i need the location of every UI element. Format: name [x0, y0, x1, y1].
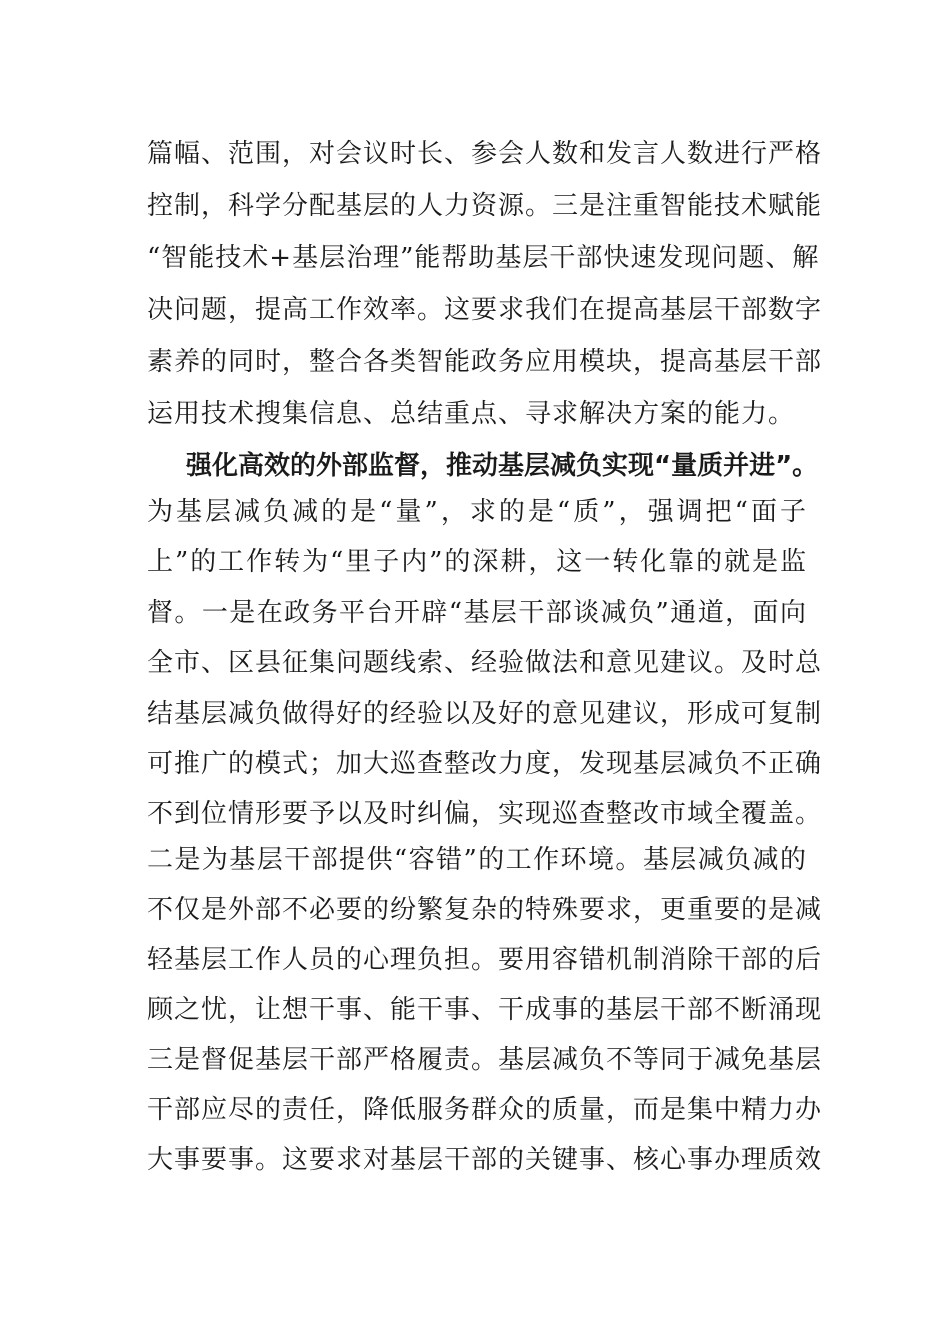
- body-text-line: “智能技术+基层治理”能帮助基层干部快速发现问题、解: [147, 243, 820, 273]
- body-text-line: 决问题，提高工作效率。这要求我们在提高基层干部数字: [147, 295, 823, 325]
- body-text-line: 轻基层工作人员的心理负担。要用容错机制消除干部的后: [147, 945, 823, 975]
- body-text-line: 篇幅、范围，对会议时长、参会人数和发言人数进行严格: [147, 139, 823, 169]
- body-text-line: 可推广的模式；加大巡查整改力度，发现基层减负不正确: [147, 749, 823, 779]
- body-text-line: 顾之忧，让想干事、能干事、干成事的基层干部不断涌现: [147, 995, 823, 1025]
- body-text-line: 不仅是外部不必要的纷繁复杂的特殊要求，更重要的是减: [147, 895, 823, 925]
- body-text-line: 控制，科学分配基层的人力资源。三是注重智能技术赋能: [147, 191, 823, 221]
- body-text-line: 不到位情形要予以及时纠偏，实现巡查整改市域全覆盖。: [147, 799, 823, 829]
- body-text-line: 为基层减负减的是“量”，求的是“质”，强调把“面子: [147, 497, 807, 527]
- body-text-line: 干部应尽的责任，降低服务群众的质量，而是集中精力办: [147, 1095, 823, 1125]
- section-heading: 强化高效的外部监督，推动基层减负实现“量质并进”。: [186, 451, 819, 481]
- body-text-line: 全市、区县征集问题线索、经验做法和意见建议。及时总: [147, 648, 823, 678]
- body-text-line: 督。一是在政务平台开辟“基层干部谈减负”通道，面向: [147, 598, 807, 628]
- body-text-line: 运用技术搜集信息、总结重点、寻求解决方案的能力。: [147, 399, 796, 429]
- body-text-line: 大事要事。这要求对基层干部的关键事、核心事办理质效: [147, 1145, 823, 1175]
- body-text-line: 素养的同时，整合各类智能政务应用模块，提高基层干部: [147, 347, 823, 377]
- body-text-line: 三是督促基层干部严格履责。基层减负不等同于减免基层: [147, 1045, 823, 1075]
- body-text-line: 二是为基层干部提供“容错”的工作环境。基层减负减的: [147, 845, 807, 875]
- body-text-line: 上”的工作转为“里子内”的深耕，这一转化靠的就是监: [147, 547, 807, 577]
- body-text-line: 结基层减负做得好的经验以及好的意见建议，形成可复制: [147, 699, 823, 729]
